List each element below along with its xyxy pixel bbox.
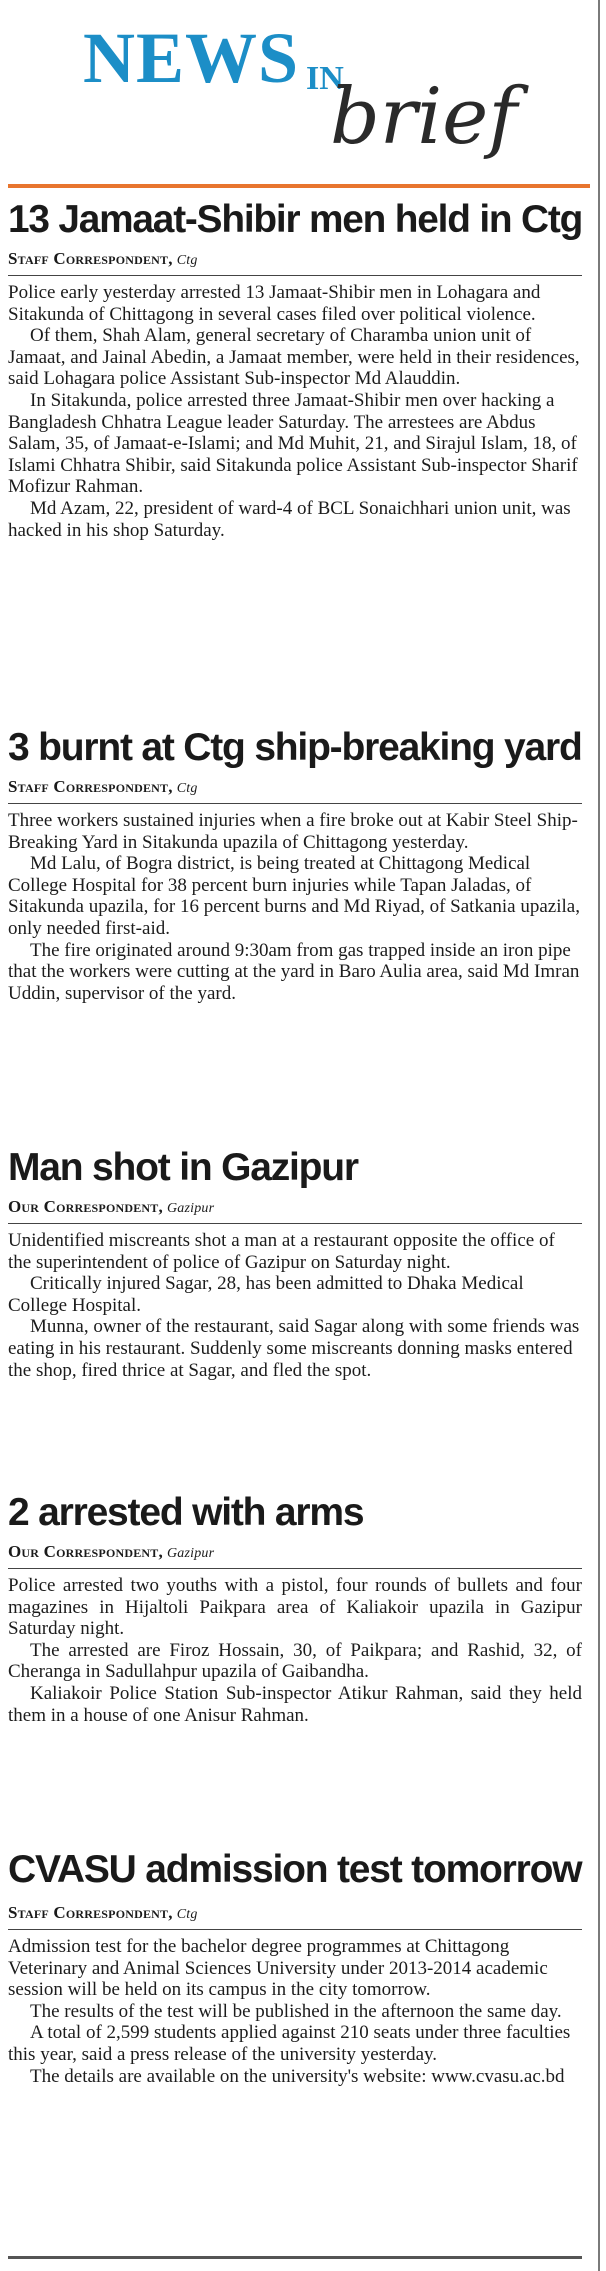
byline-place: Ctg (176, 1907, 198, 1922)
story-headline: 2 arrested with arms (8, 1491, 364, 1534)
story-paragraph: Admission test for the bachelor degree programmes at Chittagong Veterinary and Animal Sciences University under 2013-2014 academic session will be held on its campus in the city tomorrow. (8, 1936, 548, 2001)
story-paragraph: Unidentified miscreants shot a man at a restaurant opposite the office of the superintendent of police of Gazipur on Saturday night. (8, 1230, 555, 1273)
byline-place: Gazipur (166, 1201, 215, 1216)
masthead (8, 0, 590, 185)
story-byline (8, 249, 582, 269)
story-paragraph: Police arrested two youths with a pistol, four rounds of bullets and four magazines in Hijaltoli Paikpara area of Kaliakoir upazila in Gazipur Saturday night. (8, 1575, 582, 1640)
byline-rule (8, 275, 582, 276)
story-byline (8, 1903, 582, 1923)
story-arrested-with-arms (8, 1493, 582, 1726)
story-headline: 13 Jamaat-Shibir men held in Ctg (8, 198, 583, 241)
story-body (8, 810, 582, 1004)
story-paragraph: Kaliakoir Police Station Sub-inspector Atikur Rahman, said they held them in a house of one Anisur Rahman. (8, 1682, 582, 1726)
story-body (8, 1230, 582, 1381)
byline-author: Staff Correspondent, (8, 1903, 173, 1922)
story-paragraph: The arrested are Firoz Hossain, 30, of Paikpara; and Rashid, 32, of Cheranga in Sadullahpur upazila of Gaibandha. (8, 1639, 582, 1683)
story-headline: Man shot in Gazipur (8, 1146, 358, 1189)
story-paragraph: Critically injured Sagar, 28, has been admitted to Dhaka Medical College Hospital. (8, 1273, 524, 1316)
masthead-rule (8, 184, 590, 188)
story-paragraph: In Sitakunda, police arrested three Jamaat-Shibir men over hacking a Bangladesh Chhatra League leader Saturday. The arrestees are Abdus Salam, 35, of Jamaat-e-Islami; and Md Muhit, 21, and Sirajul Islam, 18, of Islami Chhatra Shibir, said Sitakunda police Assistant Sub-inspector Sharif Mofizur Rahman. (8, 389, 578, 498)
story-body (8, 282, 582, 541)
story-ship-breaking (8, 728, 582, 1004)
story-byline (8, 777, 582, 797)
byline-author: Our Correspondent, (8, 1542, 163, 1561)
bottom-rule (8, 2256, 582, 2259)
story-body (8, 1575, 582, 1726)
story-cvasu-admission (8, 1850, 582, 2087)
story-byline (8, 1197, 582, 1217)
story-paragraph: The details are available on the university's website: www.cvasu.ac.bd (30, 2065, 565, 2087)
byline-place: Ctg (176, 253, 198, 268)
masthead-in: IN (306, 60, 344, 97)
byline-place: Ctg (176, 781, 198, 796)
story-paragraph: Three workers sustained injuries when a fire broke out at Kabir Steel Ship-Breaking Yard in Sitakunda upazila of Chittagong yesterday. (8, 810, 578, 853)
byline-rule (8, 1223, 582, 1224)
story-headline: CVASU admission test tomorrow (8, 1848, 582, 1891)
byline-author: Our Correspondent, (8, 1197, 163, 1216)
column-rule (598, 0, 600, 2271)
story-paragraph: Munna, owner of the restaurant, said Sagar along with some friends was eating in his restaurant. Suddenly some miscreants donning masks entered the shop, fired thrice at Sagar, and fled the spot. (8, 1316, 580, 1381)
story-paragraph: Of them, Shah Alam, general secretary of Charamba union unit of Jamaat, and Jainal Abedin, a Jamaat member, were held in their residences, said Lohagara police Assistant Sub-inspector Md Alauddin. (8, 325, 580, 390)
story-jamaat-shibir (8, 200, 582, 541)
masthead-news: NEWS (83, 18, 300, 98)
story-paragraph: The fire originated around 9:30am from gas trapped inside an iron pipe that the workers were cutting at the yard in Baro Aulia area, said Md Imran Uddin, supervisor of the yard. (8, 939, 580, 1004)
byline-author: Staff Correspondent, (8, 777, 173, 796)
byline-place: Gazipur (166, 1546, 215, 1561)
masthead-brief: brief (330, 72, 518, 162)
story-body (8, 1936, 582, 2087)
story-headline: 3 burnt at Ctg ship-breaking yard (8, 726, 582, 769)
byline-rule (8, 1568, 582, 1569)
story-paragraph: Md Azam, 22, president of ward-4 of BCL Sonaichhari union unit, was hacked in his shop Saturday. (8, 497, 571, 541)
story-man-shot (8, 1148, 582, 1381)
byline-rule (8, 803, 582, 804)
byline-rule (8, 1929, 582, 1930)
story-paragraph: The results of the test will be published in the afternoon the same day. (30, 2000, 562, 2022)
story-paragraph: A total of 2,599 students applied against 210 seats under three faculties this year, said a press release of the university yesterday. (8, 2022, 571, 2065)
story-paragraph: Police early yesterday arrested 13 Jamaat-Shibir men in Lohagara and Sitakunda of Chittagong in several cases filed over political violence. (8, 282, 541, 325)
story-byline (8, 1542, 582, 1562)
byline-author: Staff Correspondent, (8, 249, 173, 268)
story-paragraph: Md Lalu, of Bogra district, is being treated at Chittagong Medical College Hospital for 38 percent burn injuries while Tapan Jaladas, of Sitakunda upazila, for 16 percent burns and Md Riyad, of Satkania upazila, only needed first-aid. (8, 853, 580, 939)
